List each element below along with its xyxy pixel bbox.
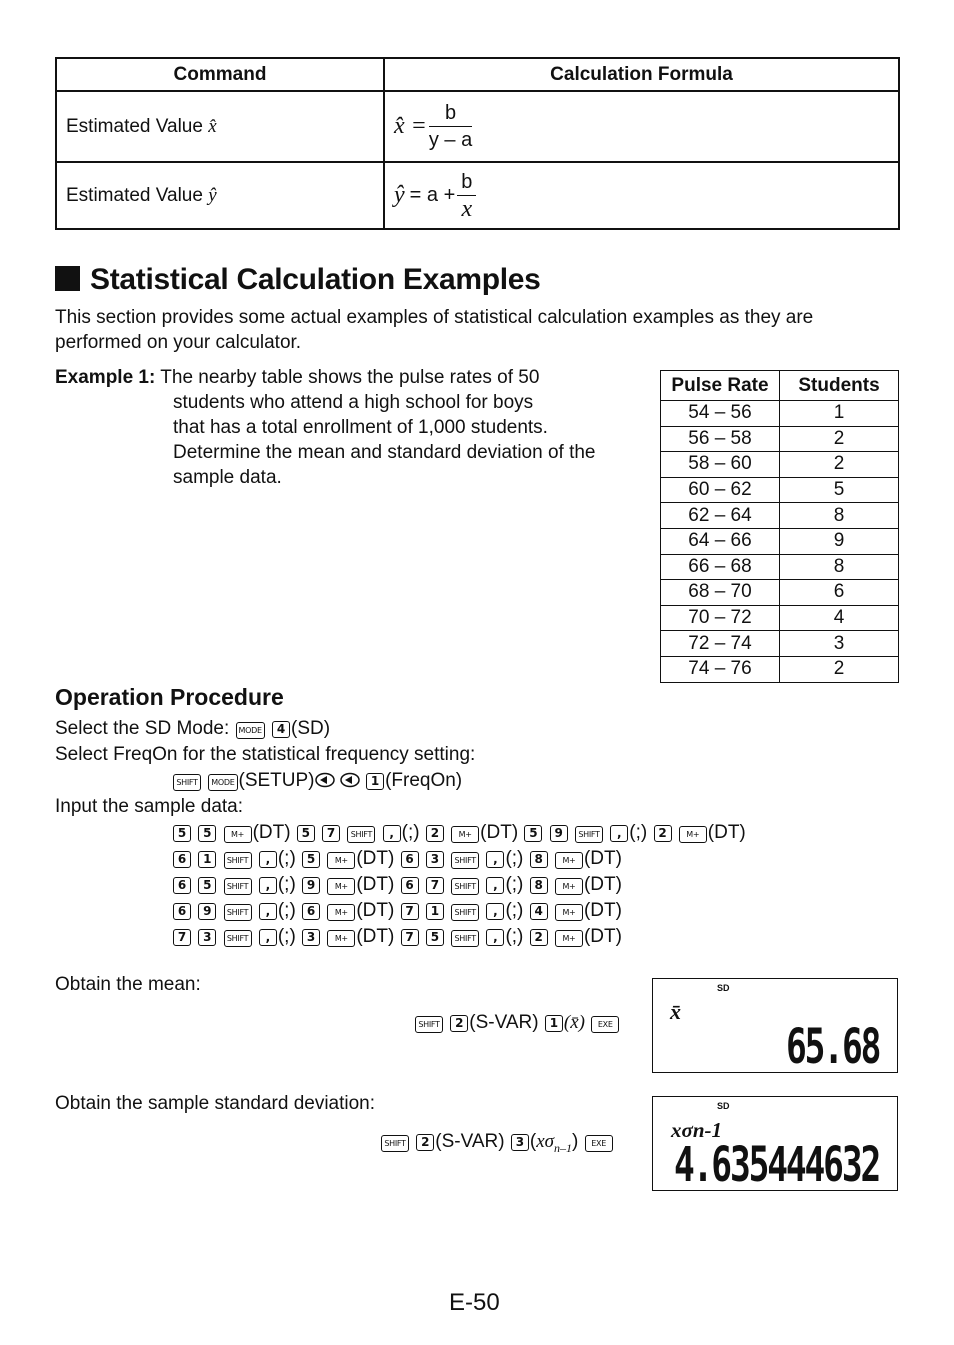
formula-cell bbox=[384, 162, 899, 229]
students-cell: 8 bbox=[780, 554, 899, 580]
section-title bbox=[55, 263, 541, 297]
command-cell bbox=[56, 162, 384, 229]
comma-key-icon: , bbox=[486, 877, 504, 894]
pulse-rate-cell: 74 – 76 bbox=[661, 656, 780, 682]
shift-key-icon: SHIFT bbox=[224, 930, 252, 947]
key-caption: (;) bbox=[277, 848, 296, 869]
mode-key-icon: MODE bbox=[236, 722, 265, 739]
shift-key-icon: SHIFT bbox=[575, 826, 603, 843]
formula-lhs: x̂ = bbox=[394, 113, 427, 139]
students-cell: 1 bbox=[780, 401, 899, 427]
shift-key-icon: SHIFT bbox=[224, 852, 252, 869]
pulse-rate-cell: 54 – 56 bbox=[661, 401, 780, 427]
key-caption: (DT) bbox=[583, 848, 622, 869]
sd-display bbox=[652, 1096, 898, 1191]
key-sequence-line bbox=[172, 924, 622, 949]
header-pulse-rate: Pulse Rate bbox=[661, 371, 780, 401]
sd-label: Obtain the sample standard deviation: bbox=[55, 1093, 376, 1114]
key-7-icon: 7 bbox=[401, 903, 419, 920]
key-1-icon: 1 bbox=[426, 903, 444, 920]
intro-line: This section provides some actual examples of statistical calculation examples as they are bbox=[55, 307, 814, 328]
key-5-icon: 5 bbox=[198, 825, 216, 842]
key-caption: (S-VAR) bbox=[435, 1131, 505, 1152]
key-caption: (DT) bbox=[707, 822, 746, 843]
sd-subscript: n–1 bbox=[554, 1140, 573, 1155]
mean-display bbox=[652, 978, 898, 1073]
key-6-icon: 6 bbox=[401, 851, 419, 868]
comma-key-icon: , bbox=[486, 929, 504, 946]
section-title-text: Statistical Calculation Examples bbox=[90, 263, 541, 296]
key-5-icon: 5 bbox=[198, 877, 216, 894]
key-5-icon: 5 bbox=[297, 825, 315, 842]
key-caption: (DT) bbox=[583, 900, 622, 921]
key-2-icon: 2 bbox=[416, 1134, 434, 1151]
mean-key-sequence bbox=[414, 1010, 620, 1035]
table-row bbox=[661, 605, 899, 631]
comma-key-icon: , bbox=[486, 851, 504, 868]
shift-key-icon: SHIFT bbox=[451, 930, 479, 947]
key-caption: (;) bbox=[505, 926, 524, 947]
key-1-icon: 1 bbox=[545, 1015, 563, 1032]
pulse-rate-cell: 72 – 74 bbox=[661, 631, 780, 657]
pulse-rate-cell: 70 – 72 bbox=[661, 605, 780, 631]
mode-key-icon: MODE bbox=[208, 774, 237, 791]
key-caption: (;) bbox=[277, 900, 296, 921]
key-2-icon: 2 bbox=[426, 825, 444, 842]
table-row bbox=[661, 426, 899, 452]
key-3-icon: 3 bbox=[302, 929, 320, 946]
key-6-icon: 6 bbox=[173, 851, 191, 868]
pulse-rate-cell: 56 – 58 bbox=[661, 426, 780, 452]
key-caption: (DT) bbox=[356, 926, 395, 947]
section-square-icon bbox=[55, 266, 80, 291]
mplus-key-icon: M+ bbox=[555, 878, 583, 895]
key-7-icon: 7 bbox=[173, 929, 191, 946]
key-caption: ( bbox=[529, 1131, 537, 1152]
sd-mode-indicator: SD bbox=[717, 1101, 730, 1111]
comma-key-icon: , bbox=[259, 903, 277, 920]
table-row bbox=[661, 554, 899, 580]
mplus-key-icon: M+ bbox=[451, 826, 479, 843]
key-caption: (;) bbox=[505, 900, 524, 921]
key-4-icon: 4 bbox=[530, 903, 548, 920]
shift-key-icon: SHIFT bbox=[415, 1016, 443, 1033]
comma-key-icon: , bbox=[610, 825, 628, 842]
key-caption: (;) bbox=[505, 874, 524, 895]
mplus-key-icon: M+ bbox=[327, 930, 355, 947]
exe-key-icon: EXE bbox=[585, 1135, 613, 1152]
shift-key-icon: SHIFT bbox=[451, 852, 479, 869]
pulse-rate-cell: 66 – 68 bbox=[661, 554, 780, 580]
example-line: students who attend a high school for boys bbox=[173, 392, 534, 413]
students-cell: 3 bbox=[780, 631, 899, 657]
command-cell bbox=[56, 91, 384, 162]
key-caption: (DT) bbox=[583, 874, 622, 895]
key-sequence-line bbox=[172, 820, 746, 845]
display-value: 4.635444632 bbox=[674, 1137, 880, 1193]
example-line: Determine the mean and standard deviation of the bbox=[173, 442, 596, 463]
key-caption: (DT) bbox=[480, 822, 519, 843]
pulse-rate-cell: 68 – 70 bbox=[661, 580, 780, 606]
pulse-rate-cell: 58 – 60 bbox=[661, 452, 780, 478]
mplus-key-icon: M+ bbox=[679, 826, 707, 843]
exe-key-icon: EXE bbox=[591, 1016, 619, 1033]
mplus-key-icon: M+ bbox=[224, 826, 252, 843]
step-freqon-label: Select FreqOn for the statistical frequency setting: bbox=[55, 744, 476, 765]
key-8-icon: 8 bbox=[530, 877, 548, 894]
key-7-icon: 7 bbox=[322, 825, 340, 842]
table-row bbox=[661, 631, 899, 657]
key-caption: (;) bbox=[505, 848, 524, 869]
mplus-key-icon: M+ bbox=[555, 930, 583, 947]
key-1-icon: 1 bbox=[366, 773, 384, 790]
sd-mode-indicator: SD bbox=[717, 983, 730, 993]
shift-key-icon: SHIFT bbox=[451, 878, 479, 895]
key-caption: (;) bbox=[401, 822, 420, 843]
fraction-denominator: y – a bbox=[428, 129, 473, 151]
display-indicator: x̄ bbox=[670, 999, 681, 1024]
formula-fraction bbox=[457, 171, 476, 220]
sd-symbol: xσ bbox=[536, 1131, 555, 1152]
procedure-title: Operation Procedure bbox=[55, 684, 284, 710]
key-5-icon: 5 bbox=[524, 825, 542, 842]
step-freqon-keys bbox=[172, 768, 462, 793]
fraction-numerator: b bbox=[457, 171, 476, 196]
example-label: Example 1: bbox=[55, 367, 156, 388]
mplus-key-icon: M+ bbox=[555, 904, 583, 921]
table-row bbox=[661, 656, 899, 682]
formula-prefix: = a + bbox=[409, 184, 456, 206]
key-6-icon: 6 bbox=[173, 877, 191, 894]
key-2-icon: 2 bbox=[450, 1015, 468, 1032]
step-sd-mode bbox=[55, 716, 330, 741]
display-value: 65.68 bbox=[786, 1019, 880, 1075]
key-3-icon: 3 bbox=[426, 851, 444, 868]
key-caption: (S-VAR) bbox=[469, 1012, 539, 1033]
key-6-icon: 6 bbox=[302, 903, 320, 920]
table-row bbox=[661, 580, 899, 606]
key-caption: (;) bbox=[277, 874, 296, 895]
key-caption: (DT) bbox=[356, 848, 395, 869]
fraction-denominator: x bbox=[461, 196, 473, 222]
formula-lhs: ŷ bbox=[394, 182, 405, 208]
header-students: Students bbox=[780, 371, 899, 401]
students-cell: 4 bbox=[780, 605, 899, 631]
left-arrow-key-icon bbox=[315, 772, 335, 788]
intro-line: performed on your calculator. bbox=[55, 332, 302, 353]
mean-label: Obtain the mean: bbox=[55, 974, 201, 995]
key-caption: (DT) bbox=[356, 900, 395, 921]
step-label: Select the SD Mode: bbox=[55, 718, 230, 739]
key-7-icon: 7 bbox=[426, 877, 444, 894]
key-8-icon: 8 bbox=[530, 851, 548, 868]
key-caption: (x̄) bbox=[563, 1012, 585, 1033]
table-row bbox=[661, 477, 899, 503]
table-row bbox=[661, 503, 899, 529]
key-caption: (FreqOn) bbox=[385, 770, 463, 791]
key-caption: (DT) bbox=[356, 874, 395, 895]
example-line: that has a total enrollment of 1,000 students. bbox=[173, 417, 548, 438]
key-caption: (DT) bbox=[252, 822, 291, 843]
key-9-icon: 9 bbox=[550, 825, 568, 842]
mplus-key-icon: M+ bbox=[327, 852, 355, 869]
step-input-label: Input the sample data: bbox=[55, 796, 244, 817]
shift-key-icon: SHIFT bbox=[381, 1135, 409, 1152]
comma-key-icon: , bbox=[383, 825, 401, 842]
key-1-icon: 1 bbox=[198, 851, 216, 868]
key-6-icon: 6 bbox=[173, 903, 191, 920]
sd-key-sequence bbox=[380, 1129, 614, 1161]
pulse-rate-cell: 62 – 64 bbox=[661, 503, 780, 529]
formula-table bbox=[55, 57, 900, 230]
formula-cell bbox=[384, 91, 899, 162]
students-cell: 2 bbox=[780, 656, 899, 682]
comma-key-icon: , bbox=[259, 877, 277, 894]
table-row bbox=[661, 401, 899, 427]
table-row bbox=[661, 452, 899, 478]
key-caption: (DT) bbox=[583, 926, 622, 947]
fraction-numerator: b bbox=[429, 102, 472, 127]
pulse-table bbox=[660, 370, 899, 683]
pulse-rate-cell: 60 – 62 bbox=[661, 477, 780, 503]
key-6-icon: 6 bbox=[401, 877, 419, 894]
formula-fraction bbox=[429, 102, 472, 151]
key-2-icon: 2 bbox=[654, 825, 672, 842]
command-var: x̂ bbox=[208, 115, 217, 137]
students-cell: 8 bbox=[780, 503, 899, 529]
mplus-key-icon: M+ bbox=[327, 878, 355, 895]
command-var: ŷ bbox=[208, 184, 217, 206]
header-formula: Calculation Formula bbox=[384, 58, 899, 91]
key-5-icon: 5 bbox=[426, 929, 444, 946]
key-3-icon: 3 bbox=[511, 1134, 529, 1151]
key-2-icon: 2 bbox=[530, 929, 548, 946]
key-caption: (SETUP) bbox=[238, 770, 315, 791]
comma-key-icon: , bbox=[259, 929, 277, 946]
command-label: Estimated Value bbox=[66, 115, 203, 137]
students-cell: 6 bbox=[780, 580, 899, 606]
header-command: Command bbox=[56, 58, 384, 91]
shift-key-icon: SHIFT bbox=[224, 904, 252, 921]
key-sequence-line bbox=[172, 846, 622, 871]
mplus-key-icon: M+ bbox=[327, 904, 355, 921]
table-row bbox=[661, 528, 899, 554]
students-cell: 9 bbox=[780, 528, 899, 554]
key-5-icon: 5 bbox=[302, 851, 320, 868]
page-number: E-50 bbox=[449, 1289, 500, 1316]
key-caption: (SD) bbox=[291, 718, 331, 739]
comma-key-icon: , bbox=[259, 851, 277, 868]
key-caption: (;) bbox=[277, 926, 296, 947]
key-3-icon: 3 bbox=[198, 929, 216, 946]
students-cell: 2 bbox=[780, 452, 899, 478]
example-text bbox=[55, 365, 655, 490]
example-line: The nearby table shows the pulse rates of 50 bbox=[160, 367, 540, 388]
example-line: sample data. bbox=[173, 467, 282, 488]
shift-key-icon: SHIFT bbox=[451, 904, 479, 921]
key-7-icon: 7 bbox=[401, 929, 419, 946]
shift-key-icon: SHIFT bbox=[173, 774, 201, 791]
key-5-icon: 5 bbox=[173, 825, 191, 842]
pulse-rate-cell: 64 – 66 bbox=[661, 528, 780, 554]
command-label: Estimated Value bbox=[66, 184, 203, 206]
students-cell: 5 bbox=[780, 477, 899, 503]
key-9-icon: 9 bbox=[198, 903, 216, 920]
display-indicator: xσn-1 bbox=[671, 1118, 722, 1142]
key-9-icon: 9 bbox=[302, 877, 320, 894]
shift-key-icon: SHIFT bbox=[224, 878, 252, 895]
key-caption: (;) bbox=[629, 822, 648, 843]
key-sequence-line bbox=[172, 872, 622, 897]
shift-key-icon: SHIFT bbox=[347, 826, 375, 843]
left-arrow-key-icon bbox=[340, 772, 360, 788]
students-cell: 2 bbox=[780, 426, 899, 452]
section-intro bbox=[55, 305, 915, 355]
comma-key-icon: , bbox=[486, 903, 504, 920]
key-4-icon: 4 bbox=[272, 721, 290, 738]
key-caption: ) bbox=[572, 1131, 579, 1152]
key-sequence-line bbox=[172, 898, 622, 923]
mplus-key-icon: M+ bbox=[555, 852, 583, 869]
